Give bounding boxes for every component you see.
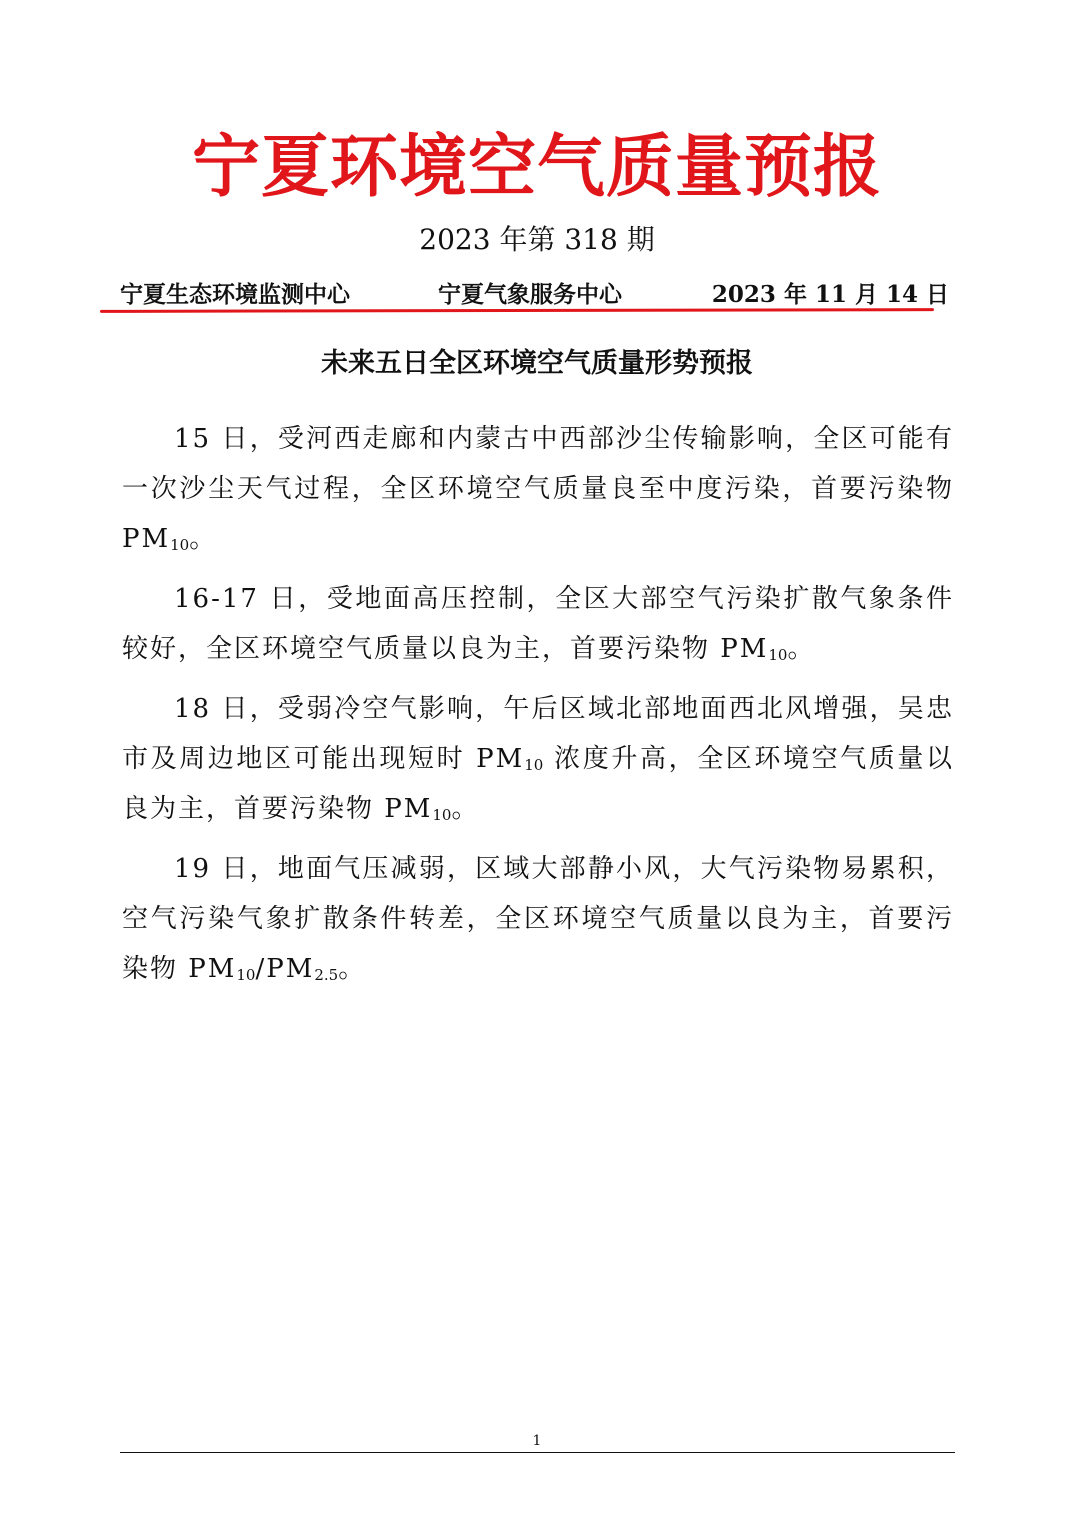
forecast-paragraph-16-17: 16-17 日，受地面高压控制，全区大部空气污染扩散气象条件较好，全区环境空气质量以良为主，首要污染物 $PM_{10}$。 (122, 584, 954, 664)
footer-rule (120, 1452, 955, 1453)
issue-date: 2023 年 11 月 14 日 (711, 281, 949, 308)
issue-number: 2023 年第 318 期 (419, 223, 655, 256)
header-red-rule (100, 308, 934, 313)
issuer-row (120, 278, 955, 312)
page-number: 1 (532, 1433, 542, 1449)
issuer-meteorological-center: 宁夏气象服务中心 (438, 281, 622, 308)
section-heading: 未来五日全区环境空气质量形势预报 (321, 348, 753, 379)
forecast-paragraph-19: 19 日，地面气压减弱，区域大部静小风，大气污染物易累积，空气污染气象扩散条件转差，全区环境空气质量以良为主，首要污染物 $PM_{10}/PM_{2.5}$。 (122, 854, 954, 984)
forecast-paragraph-15: 15 日，受河西走廊和内蒙古中西部沙尘传输影响，全区可能有一次沙尘天气过程，全区环境空气质量良至中度污染，首要污染物 $PM_{10}$。 (122, 424, 954, 554)
issuer-monitoring-center: 宁夏生态环境监测中心 (120, 281, 350, 308)
forecast-paragraph-18: 18 日，受弱冷空气影响，午后区域北部地面西北风增强，吴忠市及周边地区可能出现短时 $PM_{10}$ 浓度升高，全区环境空气质量以良为主，首要污染物 $PM_{10}$。 (122, 694, 955, 824)
forecast-body (122, 414, 954, 1004)
document-title: 宁夏环境空气质量预报 (191, 128, 882, 207)
